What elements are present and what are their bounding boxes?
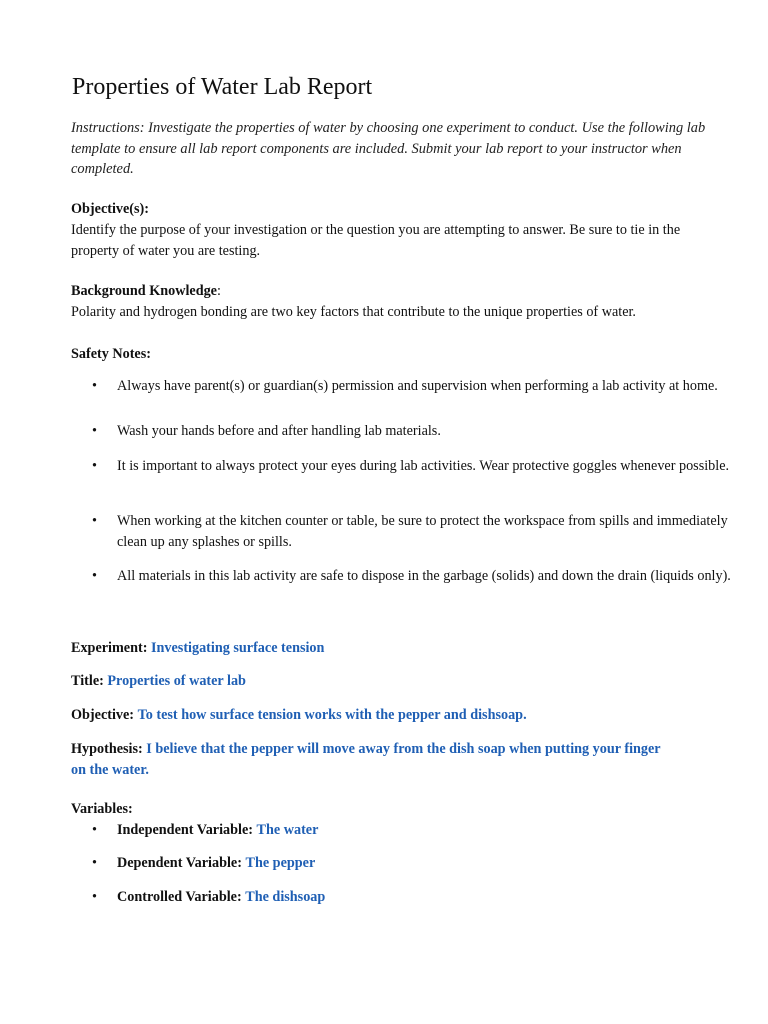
bullet-glyph: • (92, 855, 97, 871)
independent-variable-label: Independent Variable: (117, 822, 253, 838)
bullet-glyph: • (92, 568, 97, 584)
objective-row (71, 705, 711, 726)
dependent-variable-value: The pepper (245, 855, 316, 871)
page-title: Properties of Water Lab Report (72, 74, 373, 100)
experiment-label: Experiment: (71, 640, 148, 656)
safety-heading: Safety Notes: (71, 346, 151, 362)
bullet-glyph: • (92, 889, 97, 905)
objectives-text: Identify the purpose of your investigation or the question you are attempting to answer. Be sure to tie in the property of water you are testing. (71, 222, 681, 259)
list-item (71, 421, 737, 442)
title-row (71, 671, 711, 692)
instructions-text: Instructions: Investigate the properties of water by choosing one experiment to conduct. Use the following lab template to ensure all lab report components are included. Submit your lab report to your instructor when completed. (71, 120, 706, 177)
experiment-row (71, 638, 711, 659)
objective-value: To test how surface tension works with the pepper and dishsoap. (137, 707, 527, 723)
safety-item-text: When working at the kitchen counter or table, be sure to protect the workspace from spills and immediately clean up any splashes or spills. (117, 513, 728, 550)
title-label: Title: (71, 673, 104, 689)
hypothesis-row (71, 739, 671, 780)
experiment-value: Investigating surface tension (151, 640, 325, 656)
controlled-variable-value: The dishsoap (245, 889, 326, 905)
independent-variable-value: The water (256, 822, 319, 838)
bullet-glyph: • (92, 458, 97, 474)
dependent-variable-label: Dependent Variable: (117, 855, 242, 871)
list-item (71, 511, 737, 552)
objectives-heading: Objective(s): (71, 201, 149, 217)
list-item (71, 566, 737, 587)
safety-item-text: Wash your hands before and after handling lab materials. (117, 423, 441, 439)
objective-label: Objective: (71, 707, 135, 723)
background-heading-line (71, 281, 711, 302)
variables-heading: Variables: (71, 801, 133, 817)
list-item (71, 456, 737, 477)
hypothesis-label: Hypothesis: (71, 741, 143, 757)
bullet-glyph: • (92, 513, 97, 529)
safety-item-text: All materials in this lab activity are safe to dispose in the garbage (solids) and down the drain (liquids only). (117, 568, 731, 584)
controlled-variable-label: Controlled Variable: (117, 889, 242, 905)
background-colon: : (216, 283, 221, 299)
background-heading: Background Knowledge (71, 283, 217, 299)
bullet-glyph: • (92, 822, 97, 838)
bullet-glyph: • (92, 423, 97, 439)
safety-item-text: It is important to always protect your eyes during lab activities. Wear protective goggles whenever possible. (117, 458, 730, 474)
hypothesis-value: I believe that the pepper will move away from the dish soap when putting your finger on the water. (71, 741, 661, 778)
title-value: Properties of water lab (107, 673, 246, 689)
list-item (71, 376, 737, 397)
background-text: Polarity and hydrogen bonding are two key factors that contribute to the unique properties of water. (71, 304, 636, 320)
safety-item-text: Always have parent(s) or guardian(s) permission and supervision when performing a lab activity at home. (117, 378, 718, 394)
bullet-glyph: • (92, 378, 97, 394)
